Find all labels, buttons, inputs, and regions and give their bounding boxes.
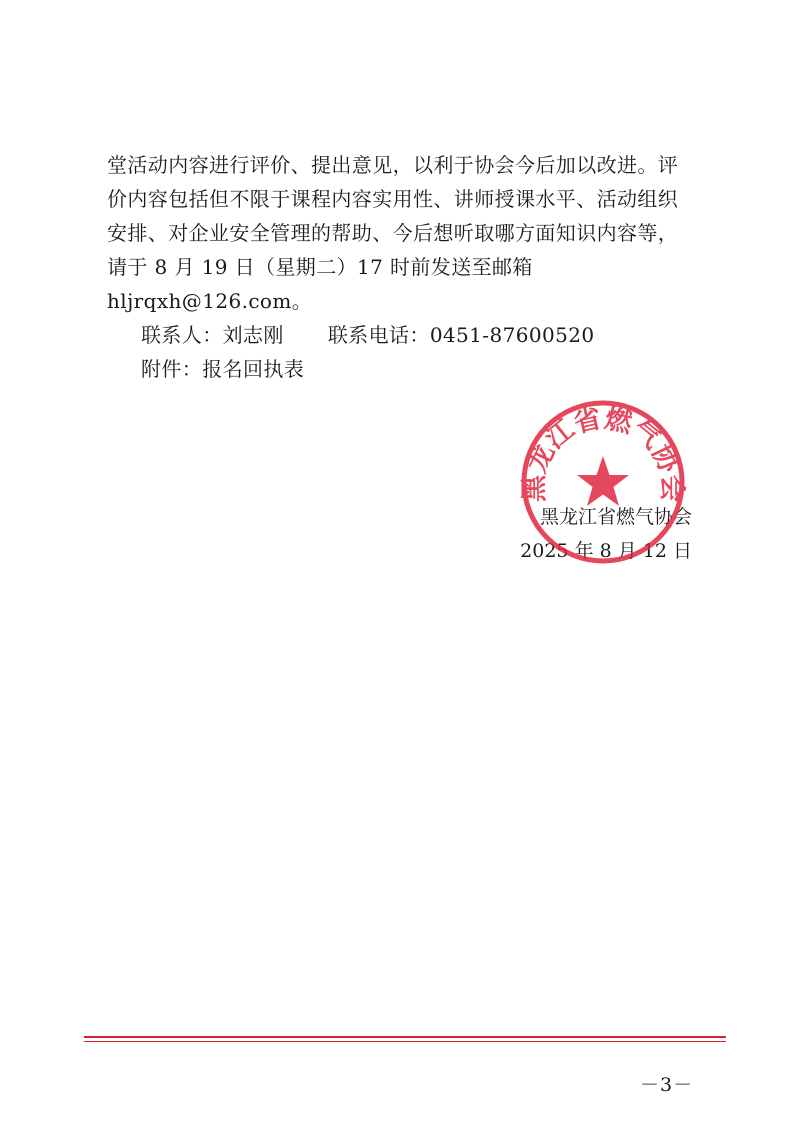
paragraph-line: 价内容包括但不限于课程内容实用性、讲师授课水平、活动组织 [107, 187, 679, 211]
attachment-line [107, 352, 707, 386]
document-body [107, 148, 707, 386]
contact-line [107, 318, 707, 352]
attachment-label: 附件： [141, 357, 203, 381]
footer-rule [84, 1036, 726, 1042]
contact-phone-label: 联系电话： [327, 323, 430, 347]
contact-phone-number: 0451-87600520 [429, 323, 595, 347]
seal-star-icon [577, 456, 629, 506]
signature-date: 2025 年 8 月 12 日 [520, 540, 692, 562]
signature-organization: 黑龙江省燃气协会 [539, 506, 692, 528]
contact-person-name: 刘志刚 [222, 323, 284, 347]
paragraph-line: 安排、对企业安全管理的帮助、今后想听取哪方面知识内容等， [107, 221, 679, 245]
contact-person-label: 联系人： [141, 323, 223, 347]
paragraph-line: 堂活动内容进行评价、提出意见，以利于协会今后加以改进。评 [107, 153, 679, 177]
page-number: －3－ [640, 1074, 694, 1096]
attachment-name: 报名回执表 [202, 357, 305, 381]
seal-text: 黑龙江省燃气协会 [519, 403, 687, 503]
signature-block [520, 500, 692, 568]
paragraph-line: 请于 8 月 19 日（星期二）17 时前发送至邮箱 hljrqxh@126.com。 [107, 255, 533, 313]
